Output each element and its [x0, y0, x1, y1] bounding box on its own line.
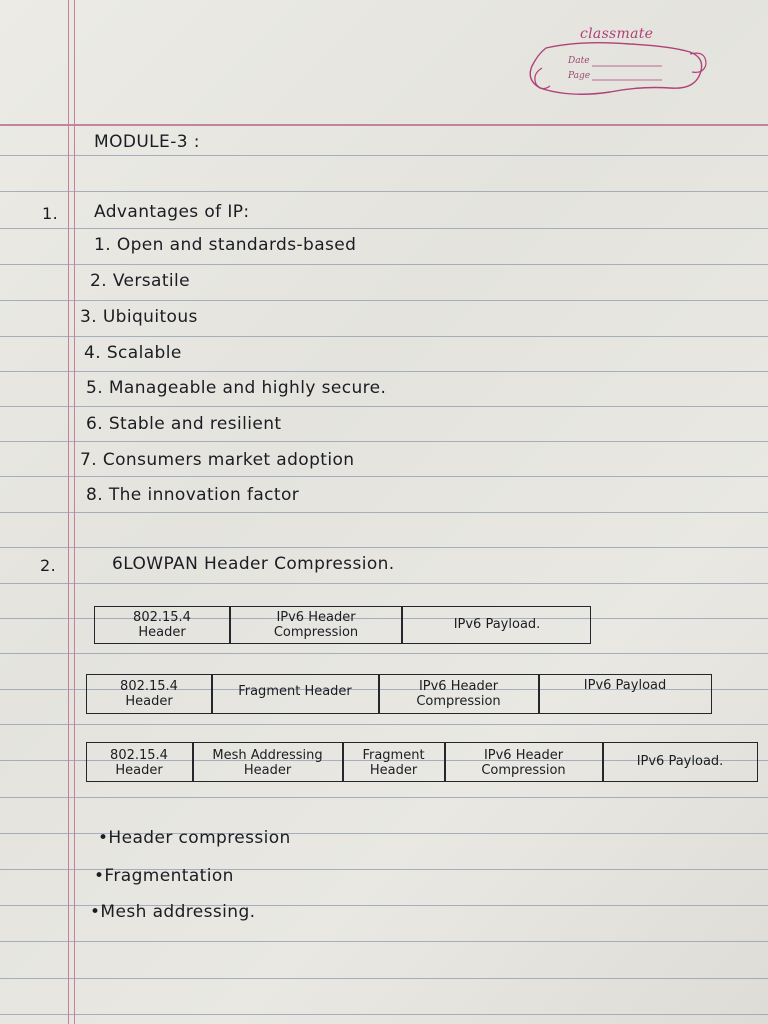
question-title: 6LOWPAN Header Compression.: [112, 554, 395, 574]
ruled-line: [0, 978, 768, 979]
ruled-line: [0, 336, 768, 337]
list-item: 3. Ubiquitous: [80, 307, 198, 327]
diagram-cell: Fragment Header: [362, 748, 425, 778]
question-number: 1.: [42, 204, 59, 223]
ruled-line: [0, 1014, 768, 1015]
diagram-cell: 802.15.4 Header: [133, 610, 191, 640]
question-number: 2.: [40, 556, 57, 575]
brand-name: classmate: [580, 26, 654, 42]
list-item: 1. Open and standards-based: [94, 235, 357, 255]
list-item: 5. Manageable and highly secure.: [86, 378, 387, 398]
diagram-divider: [401, 606, 403, 644]
date-label: Date: [568, 56, 590, 66]
ruled-line: [0, 724, 768, 725]
list-item: 2. Versatile: [90, 271, 191, 291]
diagram-cell: Fragment Header: [238, 684, 352, 699]
ruled-line: [0, 441, 768, 442]
ruled-line: [0, 583, 768, 584]
ruled-line: [0, 941, 768, 942]
bullet-item: •Mesh addressing.: [90, 902, 256, 922]
ruled-line: [0, 228, 768, 229]
ruled-line: [0, 155, 768, 156]
ruled-line: [0, 406, 768, 407]
bullet-item: •Header compression: [98, 828, 291, 848]
list-item: 6. Stable and resilient: [86, 414, 282, 434]
list-item: 7. Consumers market adoption: [80, 450, 355, 470]
diagram-cell: IPv6 Header Compression: [481, 748, 566, 778]
diagram-cell: IPv6 Header Compression: [273, 610, 359, 640]
ruled-line: [0, 547, 768, 548]
list-item: 4. Scalable: [84, 343, 182, 363]
page-label: Page: [568, 71, 591, 81]
diagram-cell: Mesh Addressing Header: [212, 748, 323, 778]
question-title: Advantages of IP:: [94, 202, 250, 222]
ruled-line: [0, 476, 768, 477]
bullet-item: •Fragmentation: [94, 866, 234, 886]
ruled-line: [0, 512, 768, 513]
margin-line: [68, 0, 69, 1024]
ruled-line: [0, 264, 768, 265]
diagram-cell: 802.15.4 Header: [120, 679, 178, 709]
module-title: MODULE-3 :: [94, 132, 200, 152]
ruled-line: [0, 300, 768, 301]
ruled-line: [0, 191, 768, 192]
ruled-line: [0, 371, 768, 372]
ruled-line: [0, 653, 768, 654]
margin-line: [74, 0, 75, 1024]
diagram-divider: [229, 606, 231, 644]
classmate-logo: [520, 22, 712, 102]
diagram-cell: 802.15.4 Header: [110, 748, 168, 778]
diagram-cell: IPv6 Payload.: [453, 617, 541, 632]
diagram-cell: IPv6 Header Compression: [416, 679, 501, 709]
top-rule: [0, 124, 768, 126]
ruled-line: [0, 797, 768, 798]
diagram-cell: IPv6 Payload: [583, 678, 667, 693]
diagram-cell: IPv6 Payload.: [636, 754, 724, 769]
list-item: 8. The innovation factor: [86, 485, 300, 505]
